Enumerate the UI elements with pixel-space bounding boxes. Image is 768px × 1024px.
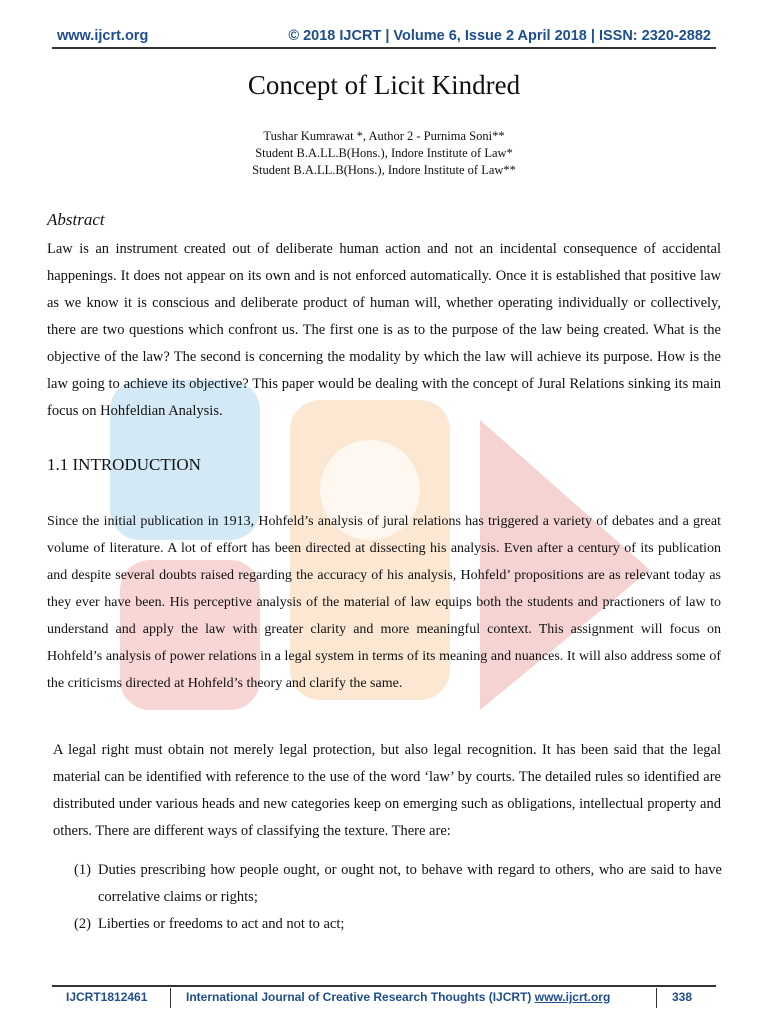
list-item-text: Duties prescribing how people ought, or ought not, to behave with regard to others, who are said to have correlative claims or rights; (98, 862, 722, 905)
header-divider (52, 47, 716, 49)
author-affiliation: Student B.A.LL.B(Hons.), Indore Institute of Law* (255, 146, 513, 160)
page-footer (0, 988, 768, 1008)
page-number: 338 (672, 990, 693, 1004)
footer-journal-name: International Journal of Creative Research Thoughts (IJCRT) (186, 990, 532, 1004)
author-block (0, 128, 768, 179)
footer-divider (52, 985, 716, 987)
list-item (74, 911, 722, 938)
abstract-text: Law is an instrument created out of deliberate human action and not an incidental consequence of accidental happenings. It does not appear on its own and is not enforced automatically. Once it is established that positive law as we know it is conscious and deliberate product of human will, whether operating individually or collectively, there are two questions which confront us. The first one is as to the purpose of the law being created. What is the objective of the law? The second is concerning the modality by which the law will achieve its purpose. How is the law going to achieve its objective? This paper would be dealing with the concept of Jural Relations sinking its main focus on Hohfeldian Analysis. (47, 241, 721, 419)
list-number: (2) (74, 916, 91, 932)
header-citation: © 2018 IJCRT | Volume 6, Issue 2 April 2018 | ISSN: 2320-2882 (288, 28, 711, 44)
legal-right-paragraph: A legal right must obtain not merely legal protection, but also legal recognition. It has been said that the legal material can be identified with reference to the use of the word ‘law’ by courts. The detailed rules so identified are distributed under various heads and new categories keep on emerging such as obligations, intellectual property and others. There are different ways of classifying the texture. There are: (53, 742, 721, 839)
footer-paper-id: IJCRT1812461 (66, 990, 148, 1004)
section-heading-introduction: 1.1 INTRODUCTION (47, 455, 201, 474)
author-line: Tushar Kumrawat *, Author 2 - Purnima Soni** (263, 129, 505, 143)
footer-site-link[interactable]: www.ijcrt.org (534, 990, 611, 1004)
classification-list (74, 857, 722, 938)
footer-separator (656, 988, 657, 1008)
footer-journal (186, 990, 610, 1004)
introduction-paragraph: Since the initial publication in 1913, Hohfeld’s analysis of jural relations has triggered a variety of debates and a great volume of literature. A lot of effort has been directed at dissecting his analysis. Even after a century of its publication and despite several doubts raised regarding the accuracy of his analysis, Hohfeld’ propositions are as relevant today as they ever have been. His perceptive analysis of the material of law equips both the students and practioners of law to understand and apply the law with greater clarity and more meaningful context. This assignment will focus on Hohfeld’s analysis of power relations in a legal system in terms of its meaning and nuances. It will also address some of the criticisms directed at Hohfeld’s theory and clarify the same. (47, 514, 721, 691)
list-item-text: Liberties or freedoms to act and not to act; (98, 916, 345, 932)
list-number: (1) (74, 862, 91, 878)
footer-separator (170, 988, 171, 1008)
paper-title: Concept of Licit Kindred (247, 70, 521, 100)
header-site-link[interactable]: www.ijcrt.org (57, 28, 149, 44)
author-affiliation: Student B.A.LL.B(Hons.), Indore Institute of Law** (252, 163, 516, 177)
abstract-heading: Abstract (47, 210, 105, 229)
list-item (74, 857, 722, 911)
